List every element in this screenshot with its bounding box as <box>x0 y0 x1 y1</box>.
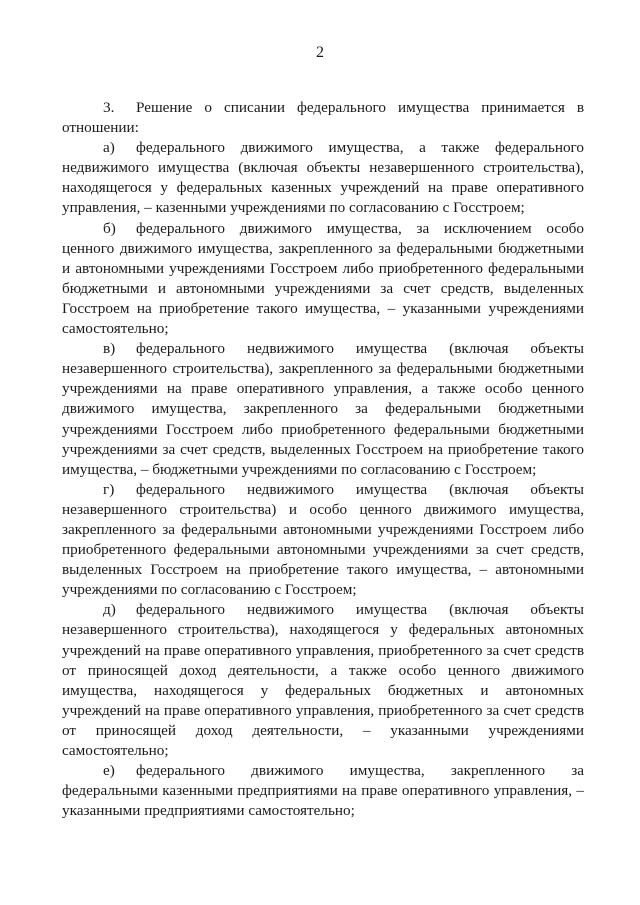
list-item-marker: е) <box>103 762 115 780</box>
list-item-text: федерального движимого имущества, закрепленного за федеральными казенными предприятиями на праве оперативного управления, – указанными предприятиями самостоятельно; <box>62 762 584 820</box>
list-item-text: федерального недвижимого имущества (включая объекты незавершенного строительства) и особо ценного движимого имущества, закрепленного за федеральными автономными учреждениями Госстроем либо приобретенного федеральными автономными учреждениями за счет средств, выделенных Госстроем на приобретение такого имущества, – автономными учреждениями по согласованию с Госстроем; <box>62 480 584 599</box>
list-item-b <box>62 219 584 340</box>
list-item-text: федерального движимого имущества, за исключением особо ценного движимого имущества, закрепленного за федеральными бюджетными и автономными учреждениями Госстроем либо приобретенного федеральными бюджетными и автономными учреждениями за счет средств, выделенных Госстроем на приобретение такого имущества, – указанными учреждениями самостоятельно; <box>62 219 584 338</box>
list-item-marker: г) <box>103 480 115 498</box>
list-item-text: федерального движимого имущества, а также федерального недвижимого имущества (включая объекты незавершенного строительства), находящегося у федеральных казенных учреждений на праве оперативного управления, – казенными учреждениями по согласованию с Госстроем; <box>62 139 584 217</box>
list-item-marker: а) <box>103 139 115 157</box>
list-item-a <box>62 138 584 218</box>
list-item-d <box>62 600 584 761</box>
list-item-text: федерального недвижимого имущества (включая объекты незавершенного строительства), закрепленного за федеральными бюджетными учреждениями на праве оперативного управления, а также особо ценного движимого имущества, закрепленного за федеральными бюджетными учреждениями Госстроем либо приобретенного федеральными бюджетными учреждениями за счет средств, выделенных Госстроем на приобретение такого имущества, – бюджетными учреждениями по согласованию с Госстроем; <box>62 340 584 478</box>
list-item-marker: в) <box>103 340 116 358</box>
document-body <box>62 98 584 821</box>
list-item-marker: б) <box>103 219 116 237</box>
paragraph-marker: 3. <box>103 99 115 116</box>
list-item-text: федерального недвижимого имущества (включая объекты незавершенного строительства), находящегося у федеральных автономных учреждений на праве оперативного управления, приобретенного за счет средств от приносящей доход деятельности, а также особо ценного движимого имущества, находящегося у федеральных бюджетных и автономных учреждений на праве оперативного управления, приобретенного за счет средств от приносящей доход деятельности, – указанными учреждениями самостоятельно; <box>62 601 584 759</box>
list-item-e <box>62 761 584 821</box>
list-item-v <box>62 339 584 480</box>
paragraph-text: Решение о списании федерального имущества принимается в отношении: <box>62 99 584 137</box>
paragraph-intro <box>62 98 584 138</box>
page-number: 2 <box>316 44 324 61</box>
list-item-marker: д) <box>103 601 116 619</box>
list-item-g <box>62 480 584 601</box>
